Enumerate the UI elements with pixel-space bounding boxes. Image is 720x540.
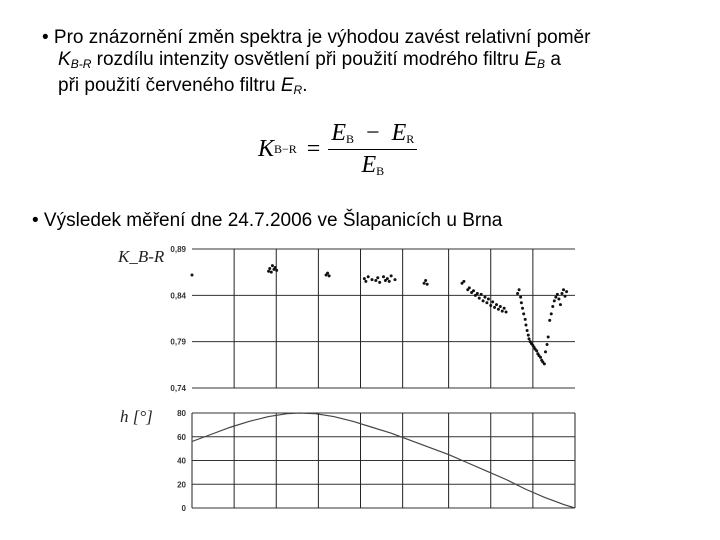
elev-tick-label: 20	[177, 480, 186, 490]
kbr-data-point	[524, 323, 527, 326]
kbr-data-point	[424, 279, 427, 282]
kbr-data-point	[501, 310, 504, 313]
intro-line-3-end: .	[302, 75, 308, 96]
formula-lhs-sub: B−R	[274, 141, 297, 156]
kbr-data-point	[468, 286, 471, 289]
k-subscript: B-R	[70, 57, 92, 71]
formula-minus: −	[366, 119, 380, 146]
kbr-data-point	[518, 288, 521, 291]
kbr-data-point	[548, 319, 551, 322]
kbr-data-point	[562, 288, 565, 291]
kbr-data-point	[388, 280, 391, 283]
measurement-caption-text: • Výsledek měření dne 24.7.2006 ve Šlapanicích u Brna	[32, 210, 503, 231]
er-symbol: E	[280, 75, 294, 96]
kbr-data-point	[363, 277, 366, 280]
kbr-data-point	[557, 298, 560, 301]
intro-line-1: • Pro znázornění změn spektra je výhodou zavést relativní poměr	[42, 27, 591, 48]
kbr-data-point	[267, 270, 270, 273]
kbr-data-point	[546, 343, 549, 346]
kbr-data-point	[499, 305, 502, 308]
elev-tick-label: 0	[181, 504, 186, 513]
kbr-data-point	[503, 307, 506, 310]
kbr-data-point	[374, 279, 377, 282]
kbr-data-point	[528, 337, 531, 340]
kbr-data-point	[367, 275, 370, 278]
formula-num-b: E	[391, 119, 407, 146]
kbr-data-point	[544, 350, 547, 353]
kbr-tick-label: 0,79	[170, 337, 186, 347]
kbr-data-point	[371, 278, 374, 281]
kbr-data-point	[274, 266, 277, 269]
kbr-data-point	[270, 271, 273, 274]
kbr-data-point	[326, 272, 329, 275]
kbr-data-point	[495, 303, 498, 306]
kbr-data-point	[489, 304, 492, 307]
formula-num-a-sub: B	[346, 131, 355, 146]
kbr-data-point	[519, 296, 522, 299]
kbr-data-point	[478, 297, 481, 300]
kbr-data-point	[554, 296, 557, 299]
elev-tick-label: 60	[177, 432, 186, 442]
kbr-data-point	[191, 273, 194, 276]
kbr-data-point	[426, 283, 429, 286]
kbr-data-point	[560, 292, 563, 295]
kbr-data-point	[527, 334, 530, 337]
kbr-data-point	[476, 292, 479, 295]
intro-line-2-end: a	[545, 49, 561, 70]
kbr-data-point	[547, 336, 550, 339]
elev-tick-label: 40	[177, 456, 186, 466]
kbr-data-point	[526, 329, 529, 332]
kbr-data-point	[480, 293, 483, 296]
kbr-data-point	[522, 312, 525, 315]
kbr-data-point	[390, 274, 393, 277]
kbr-scatter-chart	[117, 245, 575, 393]
elev-tick-label: 80	[177, 409, 186, 418]
kbr-data-point	[497, 308, 500, 311]
kbr-data-point	[364, 280, 367, 283]
formula-den: E	[361, 151, 377, 178]
kbr-axis-label: K_B-R	[118, 247, 165, 266]
kbr-data-point	[423, 282, 426, 285]
kbr-data-point	[482, 299, 485, 302]
kbr-data-point	[382, 275, 385, 278]
er-subscript: R	[293, 83, 303, 97]
kbr-data-point	[275, 269, 278, 272]
formula-den-sub: B	[376, 163, 385, 178]
kbr-data-point	[491, 300, 494, 303]
kbr-data-point	[539, 356, 542, 359]
kbr-data-point	[553, 299, 556, 302]
kbr-data-point	[516, 292, 519, 295]
kbr-data-point	[520, 301, 523, 304]
intro-line-2-text: rozdílu intenzity osvětlení při použití modrého filtru	[91, 49, 525, 70]
eb-symbol: E	[524, 49, 538, 70]
kbr-data-point	[378, 281, 381, 284]
kbr-data-point	[386, 277, 389, 280]
kbr-data-point	[493, 306, 496, 309]
k-symbol: K	[58, 49, 71, 70]
kbr-data-point	[393, 278, 396, 281]
kbr-data-point	[472, 289, 475, 292]
kbr-tick-label: 0,74	[170, 384, 186, 393]
intro-line-3-text: při použití červeného filtru	[58, 75, 281, 96]
kbr-data-point	[268, 267, 271, 270]
kbr-data-point	[376, 276, 379, 279]
kbr-data-point	[556, 293, 559, 296]
kbr-data-point	[328, 274, 331, 277]
kbr-data-point	[535, 349, 538, 352]
kbr-data-point	[559, 303, 562, 306]
formula-num-b-sub: R	[406, 131, 415, 146]
formula-equals: =	[306, 135, 321, 162]
kbr-data-point	[462, 280, 465, 283]
eb-subscript: B	[537, 57, 546, 71]
sun-elevation-chart	[120, 407, 575, 513]
kbr-data-point	[551, 305, 554, 308]
formula-num-a: E	[331, 119, 347, 146]
elev-axis-label: h [°]	[120, 407, 153, 426]
kbr-data-point	[483, 296, 486, 299]
formula-lhs: K	[258, 135, 275, 162]
kbr-data-point	[565, 290, 568, 293]
kbr-data-point	[485, 301, 488, 304]
kbr-tick-label: 0,89	[170, 245, 186, 254]
kbr-data-point	[564, 295, 567, 298]
kbr-data-point	[271, 264, 274, 267]
kbr-data-point	[550, 312, 553, 315]
kbr-data-point	[521, 307, 524, 310]
kbr-tick-label: 0,84	[170, 291, 186, 301]
kbr-data-point	[543, 362, 546, 365]
kbr-data-point	[524, 318, 527, 321]
kbr-data-point	[505, 311, 508, 314]
kbr-data-point	[487, 298, 490, 301]
